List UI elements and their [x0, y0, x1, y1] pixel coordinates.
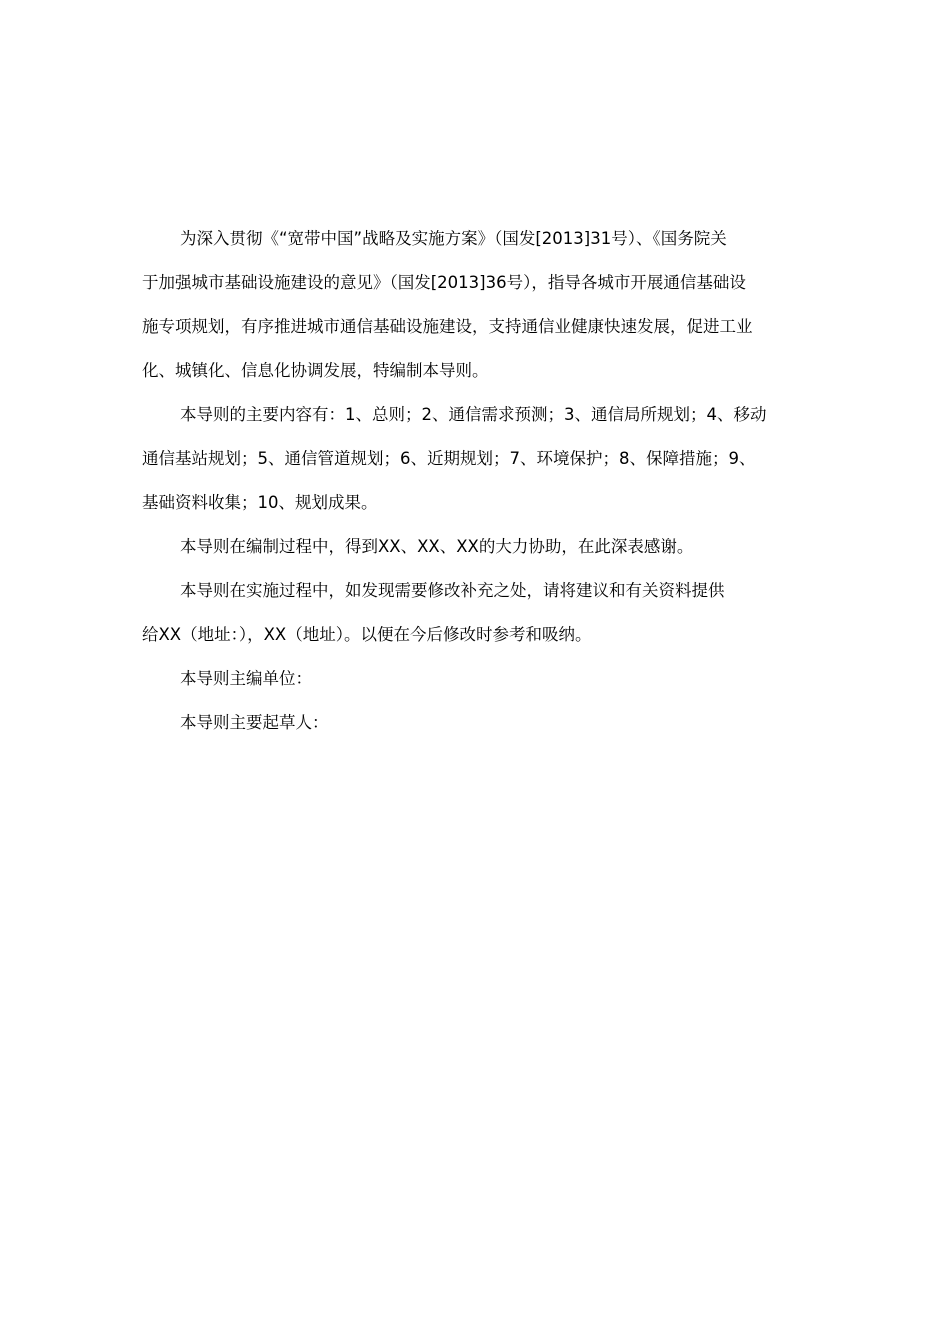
preface-paragraph-2 [142, 393, 818, 525]
text-line: 本导则主要起草人： [180, 713, 329, 732]
main-drafters [142, 701, 818, 745]
text-line: 本导则的主要内容有：1、总则；2、通信需求预测；3、通信局所规划；4、移动 [180, 405, 767, 424]
text-line: 为深入贯彻《“宽带中国”战略及实施方案》（国发[2013]31号）、《国务院关 [180, 229, 727, 248]
text-line: 施专项规划，有序推进城市通信基础设施建设，支持通信业健康快速发展，促进工业 [142, 317, 753, 336]
text-line: 本导则主编单位： [180, 669, 312, 688]
preface-paragraph-1 [142, 217, 818, 393]
text-line: 于加强城市基础设施建设的意见》（国发[2013]36号），指导各城市开展通信基础设 [142, 273, 746, 292]
preface-paragraph-3 [142, 525, 818, 569]
text-line: 本导则在实施过程中，如发现需要修改补充之处，请将建议和有关资料提供 [180, 581, 725, 600]
text-line: 给XX（地址：），XX（地址）。以便在今后修改时参考和吸纳。 [142, 625, 592, 644]
text-line: 基础资料收集；10、规划成果。 [142, 493, 378, 512]
text-line: 通信基站规划；5、通信管道规划；6、近期规划；7、环境保护；8、保障措施；9、 [142, 449, 756, 468]
preface-paragraph-4 [142, 569, 818, 657]
text-line: 化、城镇化、信息化协调发展，特编制本导则。 [142, 361, 489, 380]
text-line: 本导则在编制过程中，得到XX、XX、XX的大力协助，在此深表感谢。 [180, 537, 694, 556]
chief-editor-unit [142, 657, 818, 701]
document-body [142, 217, 818, 745]
